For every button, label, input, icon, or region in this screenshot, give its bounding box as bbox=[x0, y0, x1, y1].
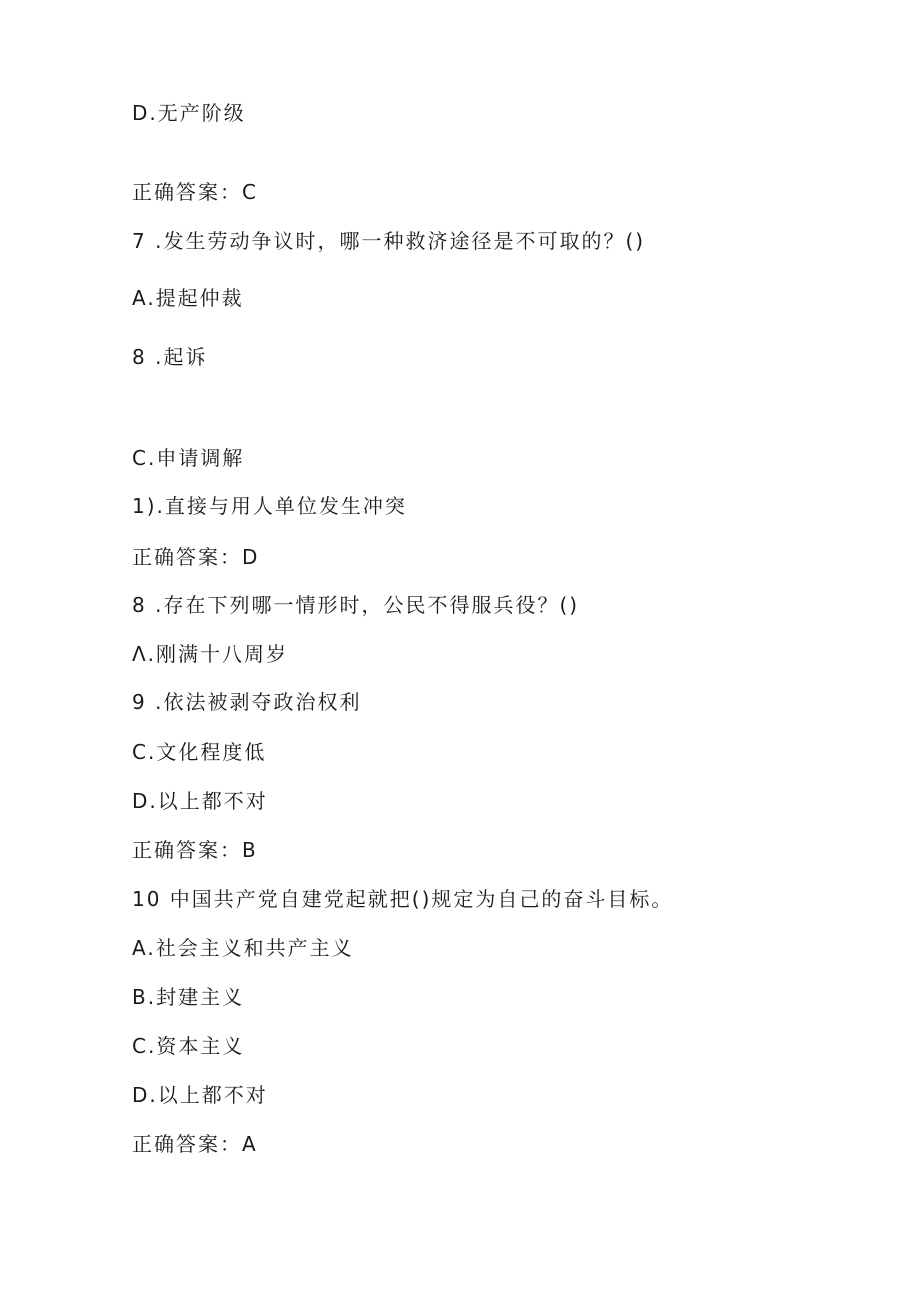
option-d-q7: 1).直接与用人单位发生冲突 bbox=[132, 494, 407, 518]
option-c-q8: C.文化程度低 bbox=[132, 740, 267, 764]
option-d-q10: D.以上都不对 bbox=[132, 1083, 268, 1107]
answer-q8: 正确答案：B bbox=[132, 838, 258, 862]
option-b-q7: 8 .起诉 bbox=[132, 345, 208, 369]
option-a-q10: A.社会主义和共产主义 bbox=[132, 936, 354, 960]
option-a-q7: A.提起仲裁 bbox=[132, 286, 244, 310]
answer-q7: 正确答案：D bbox=[132, 545, 260, 569]
question-7: 7 .发生劳动争议时，哪一种救济途径是不可取的？() bbox=[132, 229, 646, 253]
question-8: 8 .存在下列哪一情形时，公民不得服兵役？() bbox=[132, 593, 580, 617]
option-c-q7: C.申请调解 bbox=[132, 446, 245, 470]
answer-q6: 正确答案：C bbox=[132, 180, 258, 204]
answer-q10: 正确答案：A bbox=[132, 1132, 258, 1156]
question-10: 10 中国共产党自建党起就把()规定为自己的奋斗目标。 bbox=[132, 887, 674, 911]
option-d-q6: D.无产阶级 bbox=[132, 101, 246, 125]
option-b-q10: B.封建主义 bbox=[132, 985, 245, 1009]
option-d-q8: D.以上都不对 bbox=[132, 789, 268, 813]
option-c-q10: C.资本主义 bbox=[132, 1034, 245, 1058]
option-b-q8: 9 .依法被剥夺政治权利 bbox=[132, 690, 362, 714]
option-a-q8: Λ.刚满十八周岁 bbox=[132, 642, 289, 666]
